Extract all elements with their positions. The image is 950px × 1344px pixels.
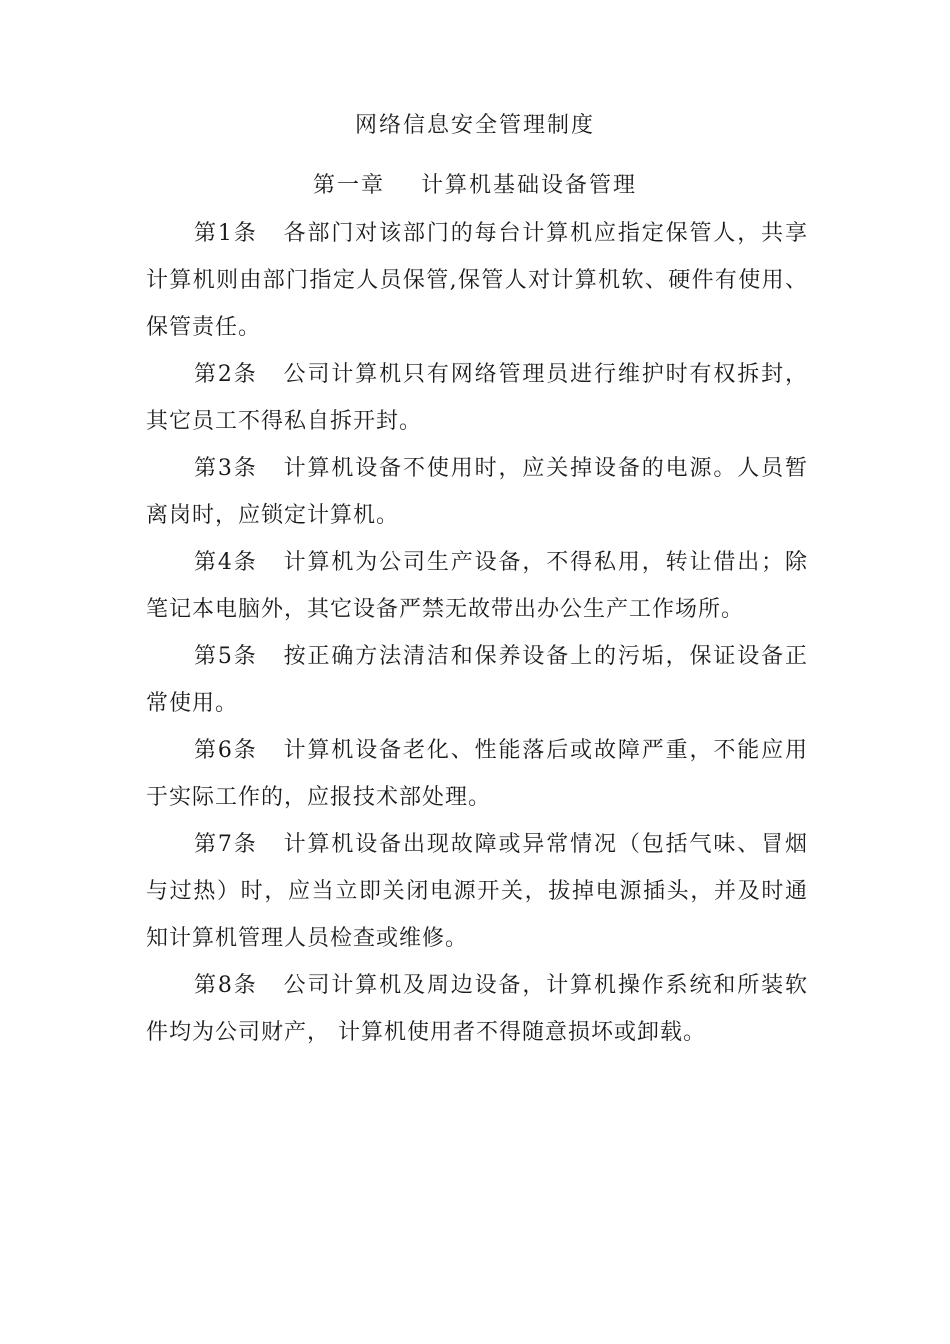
article-number: 第6条 xyxy=(194,738,258,763)
article-8 xyxy=(146,962,808,1056)
article-3 xyxy=(146,445,808,539)
article-text: 计算机设备不使用时，应关掉设备的电源。人员暂离岗时，应锁定计算机。 xyxy=(146,456,808,528)
article-number: 第4条 xyxy=(194,550,258,575)
article-text: 计算机设备出现故障或异常情况（包括气味、冒烟与过热）时，应当立即关闭电源开关，拔掉电源插头，并及时通知计算机管理人员检查或维修。 xyxy=(146,832,808,951)
article-text: 按正确方法清洁和保养设备上的污垢，保证设备正常使用。 xyxy=(146,644,808,716)
article-text: 各部门对该部门的每台计算机应指定保管人，共享计算机则由部门指定人员保管,保管人对计算机软、硬件有使用、保管责任。 xyxy=(146,221,808,340)
article-list xyxy=(146,210,808,1056)
article-text: 公司计算机及周边设备，计算机操作系统和所装软件均为公司财产， 计算机使用者不得随意损坏或卸载。 xyxy=(146,973,808,1045)
article-5 xyxy=(146,633,808,727)
article-6 xyxy=(146,727,808,821)
article-2 xyxy=(146,351,808,445)
article-text: 计算机设备老化、性能落后或故障严重，不能应用于实际工作的，应报技术部处理。 xyxy=(146,738,808,810)
article-text: 公司计算机只有网络管理员进行维护时有权拆封，其它员工不得私自拆开封。 xyxy=(146,362,808,434)
article-number: 第7条 xyxy=(194,832,258,857)
article-text: 计算机为公司生产设备，不得私用，转让借出；除笔记本电脑外，其它设备严禁无故带出办公生产工作场所。 xyxy=(146,550,808,622)
document-title: 网络信息安全管理制度 xyxy=(354,113,595,138)
article-number: 第3条 xyxy=(194,456,258,481)
article-number: 第5条 xyxy=(194,644,258,669)
chapter-heading: 第一章 计算机基础设备管理 xyxy=(313,173,637,198)
article-number: 第8条 xyxy=(194,973,258,998)
article-4 xyxy=(146,539,808,633)
article-7 xyxy=(146,821,808,962)
article-number: 第1条 xyxy=(194,221,258,246)
article-1 xyxy=(146,210,808,351)
article-number: 第2条 xyxy=(194,362,258,387)
